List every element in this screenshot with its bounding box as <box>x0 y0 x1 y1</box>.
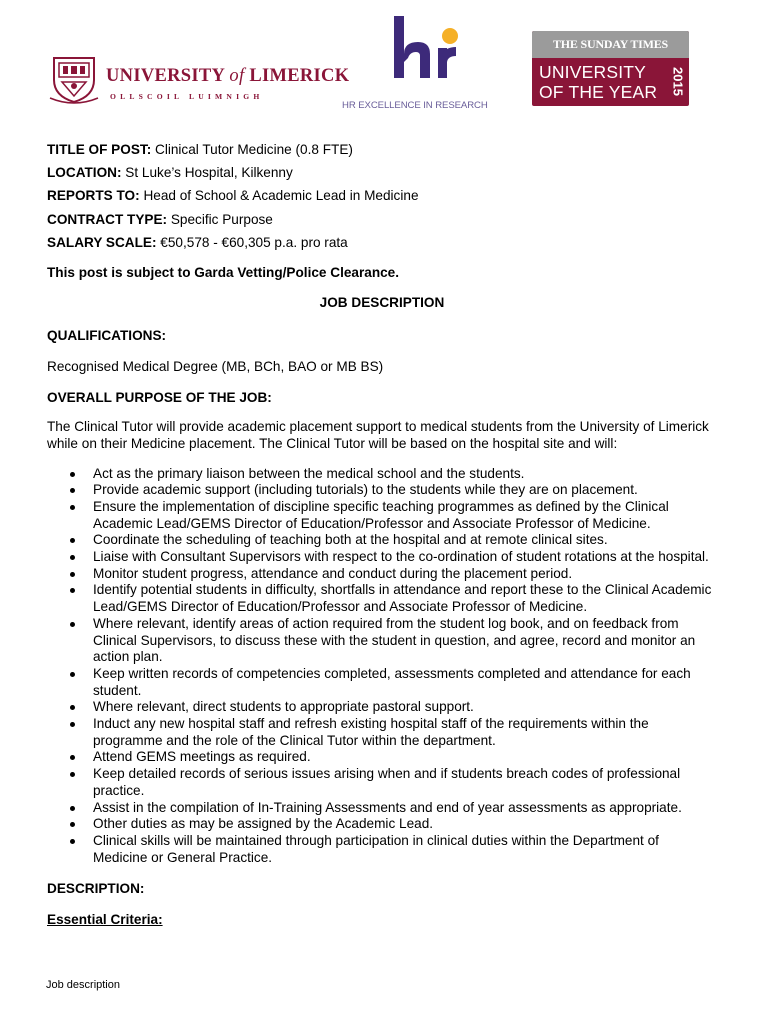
award-line1: UNIVERSITY <box>539 62 647 82</box>
award-year <box>670 60 686 104</box>
hr-excellence-logo <box>340 14 490 114</box>
field-value: Head of School & Academic Lead in Medicine <box>143 188 419 204</box>
field-reports-to <box>47 187 717 210</box>
list-item: Other duties as may be assigned by the Academic Lead. <box>93 816 717 833</box>
hr-mark-icon <box>388 14 458 88</box>
list-item: Identify potential students in difficulty, shortfalls in attendance and report these to the Clinical Academic Lead/GEMS Director of Education/Professor and Associate Professor of Medicine. <box>93 582 717 615</box>
sunday-times-award-logo <box>532 31 689 106</box>
field-value: Clinical Tutor Medicine (0.8 FTE) <box>155 142 353 157</box>
description-heading: DESCRIPTION: <box>47 881 145 897</box>
sunday-times-title: THE SUNDAY TIMES <box>532 31 689 58</box>
header-logos <box>0 0 768 120</box>
list-item: Where relevant, direct students to appropriate pastoral support. <box>93 699 717 716</box>
list-item: Ensure the implementation of discipline specific teaching programmes as defined by the Clinical Academic Lead/GEMS Director of Education/Professor and Associate Professor of Medicine. <box>93 499 717 532</box>
qualifications-text: Recognised Medical Degree (MB, BCh, BAO or MB BS) <box>47 358 384 374</box>
vetting-notice: This post is subject to Garda Vetting/Police Clearance. <box>47 264 400 280</box>
hr-caption: HR EXCELLENCE IN RESEARCH <box>342 100 488 111</box>
purpose-text: The Clinical Tutor will provide academic placement support to medical students from the University of Limerick while on their Medicine placement. The Clinical Tutor will be based on the hospital site and will: <box>47 418 709 451</box>
field-label: LOCATION: <box>47 165 122 181</box>
field-label: CONTRACT TYPE: <box>47 211 168 227</box>
field-location <box>47 164 717 187</box>
list-item: Monitor student progress, attendance and conduct during the placement period. <box>93 566 717 583</box>
duties-list <box>47 466 717 867</box>
field-label: SALARY SCALE: <box>47 234 157 250</box>
university-name-of: of <box>229 66 245 86</box>
list-item: Attend GEMS meetings as required. <box>93 749 717 766</box>
field-label: TITLE OF POST: <box>47 142 152 157</box>
list-item: Where relevant, identify areas of action required from the student log book, and on feedback from Clinical Supervisors, to discuss these with the student in question, and agree, record and monitor an action plan. <box>93 616 717 666</box>
university-of-limerick-logo <box>48 50 350 108</box>
list-item: Act as the primary liaison between the medical school and the students. <box>93 466 717 483</box>
list-item: Coordinate the scheduling of teaching both at the hospital and at remote clinical sites. <box>93 532 717 549</box>
list-item: Provide academic support (including tutorials) to the students while they are on placement. <box>93 482 717 499</box>
field-value: €50,578 - €60,305 p.a. pro rata <box>160 234 348 250</box>
job-description-title: JOB DESCRIPTION <box>319 294 445 310</box>
field-title-of-post <box>47 141 717 164</box>
field-value: St Luke’s Hospital, Kilkenny <box>125 165 293 181</box>
university-irish-name: OLLSCOIL LUIMNIGH <box>110 92 264 101</box>
list-item: Keep written records of competencies completed, assessments completed and attendance for each student. <box>93 666 717 699</box>
award-year-text: 2015 <box>670 67 686 96</box>
field-label: REPORTS TO: <box>47 188 140 204</box>
essential-criteria-heading: Essential Criteria: <box>47 912 163 928</box>
university-name-part2: LIMERICK <box>249 66 350 86</box>
field-value: Specific Purpose <box>170 211 273 227</box>
award-line2: OF THE YEAR <box>539 82 658 102</box>
crest-icon <box>48 54 100 104</box>
list-item: Induct any new hospital staff and refresh existing hospital staff of the requirements within the programme and the role of the Clinical Tutor within the department. <box>93 716 717 749</box>
list-item: Liaise with Consultant Supervisors with respect to the co-ordination of student rotations at the hospital. <box>93 549 717 566</box>
purpose-heading: OVERALL PURPOSE OF THE JOB: <box>47 389 272 405</box>
qualifications-heading: QUALIFICATIONS: <box>47 327 167 343</box>
university-name-part1: UNIVERSITY <box>106 66 225 86</box>
university-name <box>106 66 349 87</box>
page-footer: Job description <box>46 979 120 991</box>
list-item: Clinical skills will be maintained through participation in clinical duties within the Department of Medicine or General Practice. <box>93 833 717 866</box>
document-body <box>47 141 717 929</box>
field-salary-scale <box>47 234 717 257</box>
field-contract-type <box>47 211 717 234</box>
list-item: Keep detailed records of serious issues arising when and if students breach codes of professional practice. <box>93 766 717 799</box>
list-item: Assist in the compilation of In-Training Assessments and end of year assessments as appropriate. <box>93 800 717 817</box>
